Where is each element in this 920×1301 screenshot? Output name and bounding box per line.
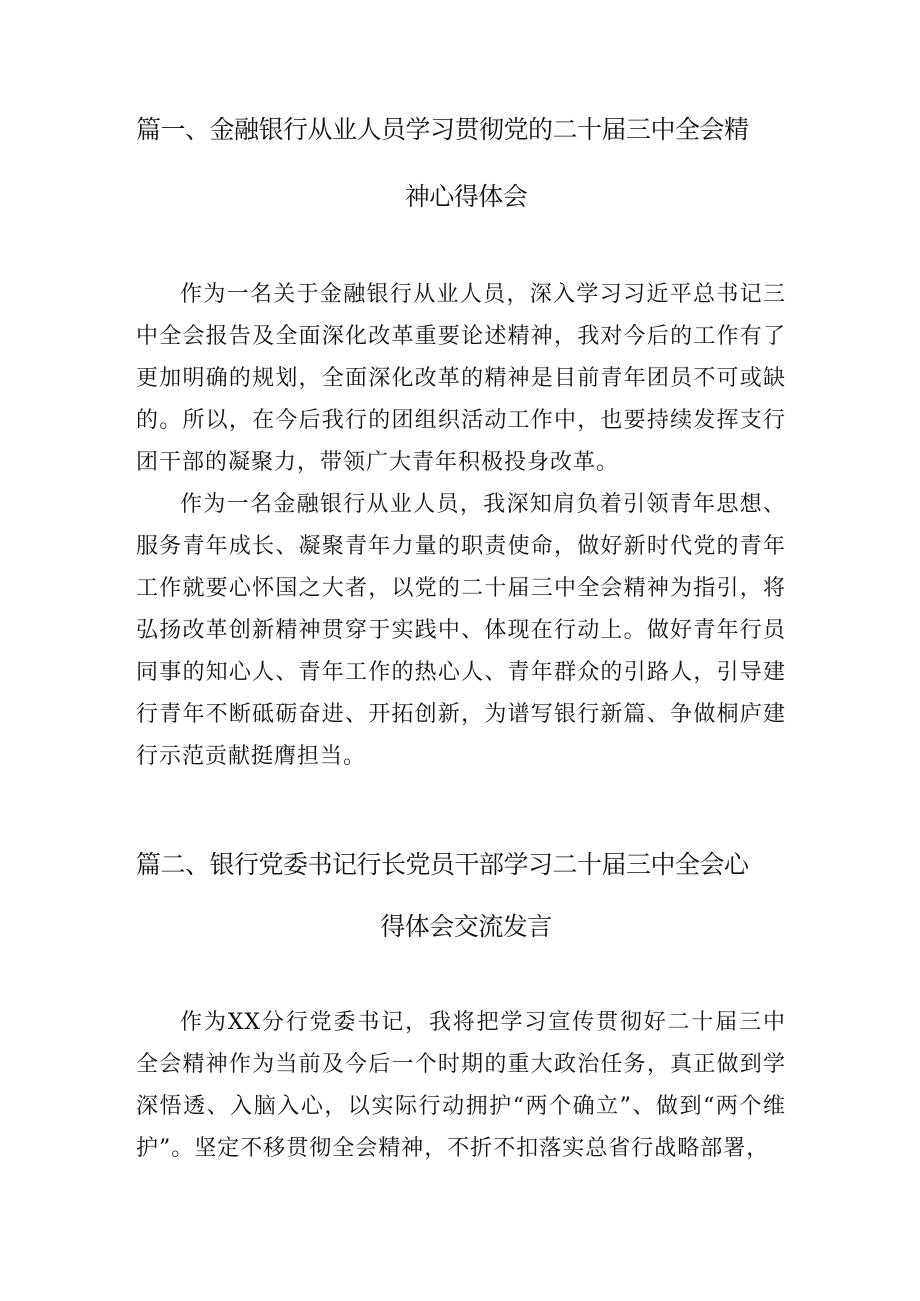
section-2-body (136, 1002, 786, 1170)
section-1-heading-line-1: 篇一、金融银行从业人员学习贯彻党的二十届三中全会精 (136, 115, 749, 144)
section-2-heading-line-2: 得体会交流发言 (380, 912, 552, 941)
section-1-paragraph-1: 作为一名关于金融银行从业人员，深入学习习近平总书记三中全会报告及全面深化改革重要论述精神，我对今后的工作有了更加明确的规划，全面深化改革的精神是目前青年团员不可或缺的。所以，在今后我行的团组织活动工作中，也要持续发挥支行团干部的凝聚力，带领广大青年积极投身改革。 (136, 282, 786, 475)
section-1-body (136, 274, 786, 778)
section-1-heading-line-2: 神心得体会 (404, 182, 528, 211)
section-2-paragraph-1: 作为XX分行党委书记，我将把学习宣传贯彻好二十届三中全会精神作为当前及今后一个时期的重大政治任务，真正做到学深悟透、入脑入心，以实际行动拥护“两个确立”、做到“两个维护”。坚定不移贯彻全会精神，不折不扣落实总省行战略部署， (136, 1010, 786, 1161)
section-1-paragraph-2: 作为一名金融银行从业人员，我深知肩负着引领青年思想、服务青年成长、凝聚青年力量的职责使命，做好新时代党的青年工作就要心怀国之大者，以党的二十届三中全会精神为指引，将弘扬改革创新精神贯穿于实践中、体现在行动上。做好青年行员同事的知心人、青年工作的热心人、青年群众的引路人，引导建行青年不断砥砺奋进、开拓创新，为谱写银行新篇、争做桐庐建行示范贡献挺膺担当。 (136, 492, 786, 769)
section-2-heading-line-1: 篇二、银行党委书记行长党员干部学习二十届三中全会心 (136, 850, 749, 879)
